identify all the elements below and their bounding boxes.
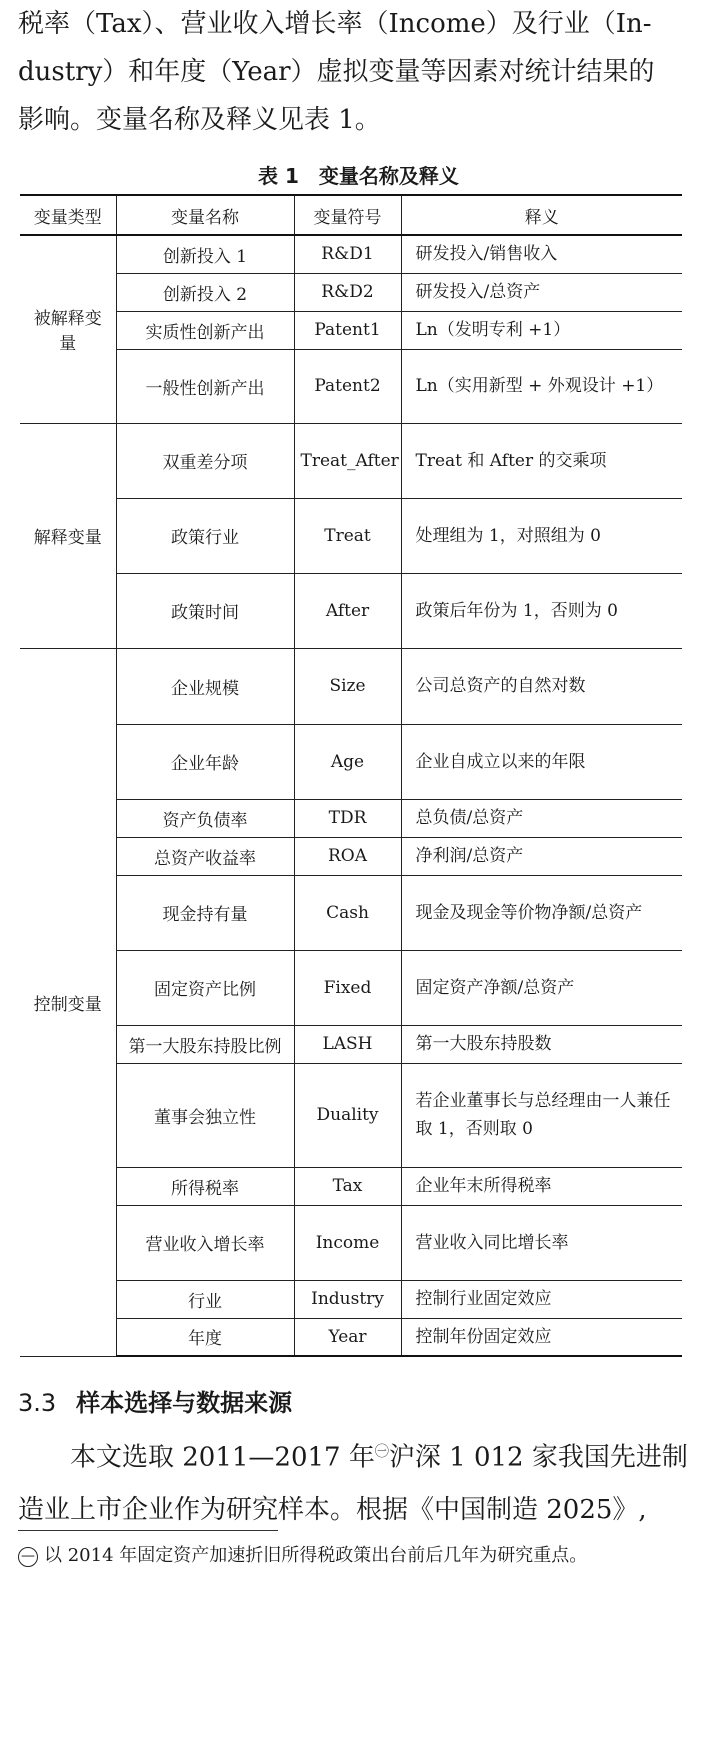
variable-definition-cell: 企业自成立以来的年限 (401, 724, 682, 799)
intro-paragraph (18, 0, 700, 144)
variable-name-cell: 企业规模 (116, 648, 294, 724)
header-cell: 变量符号 (294, 195, 401, 235)
variable-type-cell: 控制变量 (20, 648, 116, 1356)
variable-definition-cell: Ln（发明专利 +1） (401, 311, 682, 349)
section-heading (18, 1383, 292, 1418)
header-cell: 变量名称 (116, 195, 294, 235)
table-row (20, 1167, 682, 1205)
footnote (18, 1542, 708, 1570)
variable-definition-cell: 净利润/总资产 (401, 837, 682, 875)
body-text-fragment: 沪深 1 012 家我国先进制 (388, 1442, 688, 1473)
variable-definition-cell: 公司总资产的自然对数 (401, 648, 682, 724)
variable-name-cell: 创新投入 2 (116, 273, 294, 311)
table-header-row (20, 195, 682, 235)
variable-symbol-cell: Patent2 (294, 349, 401, 423)
header-cell: 变量类型 (20, 195, 116, 235)
table-row (20, 349, 682, 423)
intro-line: dustry）和年度（Year）虚拟变量等因素对统计结果的 (18, 57, 655, 87)
variable-symbol-cell: Industry (294, 1280, 401, 1318)
variable-symbol-cell: Size (294, 648, 401, 724)
variable-symbol-cell: Tax (294, 1167, 401, 1205)
variable-name-cell: 第一大股东持股比例 (116, 1025, 294, 1063)
body-line: 造业上市企业作为研究样本。根据《中国制造 2025》, (18, 1494, 647, 1525)
variable-symbol-cell: Age (294, 724, 401, 799)
variable-name-cell: 资产负债率 (116, 799, 294, 837)
table-row (20, 1280, 682, 1318)
variable-symbol-cell: After (294, 573, 401, 648)
variable-definition-cell: 研发投入/总资产 (401, 273, 682, 311)
variable-type-cell: 解释变量 (20, 423, 116, 648)
variable-name-cell: 所得税率 (116, 1167, 294, 1205)
section-number: 3.3 (18, 1389, 57, 1417)
footnote-circle-mark: — (18, 1547, 38, 1567)
variable-definition-cell: 若企业董事长与总经理由一人兼任取 1，否则取 0 (401, 1063, 682, 1167)
body-text-fragment: 本文选取 2011—2017 年 (70, 1442, 375, 1473)
footnote-marker: ㊀ (374, 1444, 389, 1460)
variable-symbol-cell: Treat (294, 498, 401, 573)
table-row (20, 1025, 682, 1063)
intro-line: 税率（Tax）、营业收入增长率（Income）及行业（In- (18, 9, 652, 39)
variable-symbol-cell: Fixed (294, 950, 401, 1025)
variable-definition-cell: Treat 和 After 的交乘项 (401, 423, 682, 498)
section-title: 样本选择与数据来源 (76, 1389, 293, 1417)
footnote-divider (18, 1530, 278, 1531)
table-row (20, 1318, 682, 1356)
variable-definition-cell: 第一大股东持股数 (401, 1025, 682, 1063)
variable-symbol-cell: R&D2 (294, 273, 401, 311)
variable-symbol-cell: LASH (294, 1025, 401, 1063)
variable-symbol-cell: Duality (294, 1063, 401, 1167)
variable-name-cell: 现金持有量 (116, 875, 294, 950)
footnote-text: 以 2014 年固定资产加速折旧所得税政策出台前后几年为研究重点。 (44, 1545, 588, 1566)
variable-symbol-cell: Treat_After (294, 423, 401, 498)
variable-name-cell: 双重差分项 (116, 423, 294, 498)
variable-symbol-cell: R&D1 (294, 235, 401, 273)
variable-definition-cell: 总负债/总资产 (401, 799, 682, 837)
table-row (20, 648, 682, 724)
variable-name-cell: 政策时间 (116, 573, 294, 648)
body-line (18, 1426, 700, 1484)
variables-table (20, 194, 682, 1357)
variable-definition-cell: 研发投入/销售收入 (401, 235, 682, 273)
variable-name-cell: 年度 (116, 1318, 294, 1356)
variable-definition-cell: 处理组为 1，对照组为 0 (401, 498, 682, 573)
variable-name-cell: 董事会独立性 (116, 1063, 294, 1167)
variable-symbol-cell: Year (294, 1318, 401, 1356)
table-row (20, 311, 682, 349)
variable-type-cell: 被解释变量 (20, 235, 116, 423)
variable-name-cell: 企业年龄 (116, 724, 294, 799)
variable-name-cell: 固定资产比例 (116, 950, 294, 1025)
intro-line: 影响。变量名称及释义见表 1。 (18, 105, 381, 135)
table-row (20, 235, 682, 273)
variable-definition-cell: 企业年末所得税率 (401, 1167, 682, 1205)
table-row (20, 573, 682, 648)
table-row (20, 273, 682, 311)
variable-definition-cell: 现金及现金等价物净额/总资产 (401, 875, 682, 950)
variable-name-cell: 一般性创新产出 (116, 349, 294, 423)
table-caption: 表 1 变量名称及释义 (258, 164, 459, 188)
header-cell: 释义 (401, 195, 682, 235)
variable-name-cell: 营业收入增长率 (116, 1205, 294, 1280)
table-row (20, 498, 682, 573)
variable-symbol-cell: Patent1 (294, 311, 401, 349)
variable-symbol-cell: ROA (294, 837, 401, 875)
table-row (20, 1063, 682, 1167)
variable-name-cell: 总资产收益率 (116, 837, 294, 875)
table-row (20, 724, 682, 799)
variable-definition-cell: Ln（实用新型 + 外观设计 +1） (401, 349, 682, 423)
variable-symbol-cell: TDR (294, 799, 401, 837)
variable-definition-cell: 营业收入同比增长率 (401, 1205, 682, 1280)
variable-symbol-cell: Income (294, 1205, 401, 1280)
table-row (20, 837, 682, 875)
variable-definition-cell: 控制行业固定效应 (401, 1280, 682, 1318)
variable-definition-cell: 固定资产净额/总资产 (401, 950, 682, 1025)
table-row (20, 423, 682, 498)
body-paragraph (18, 1426, 700, 1536)
variable-name-cell: 创新投入 1 (116, 235, 294, 273)
variable-name-cell: 行业 (116, 1280, 294, 1318)
table-row (20, 799, 682, 837)
table-row (20, 1205, 682, 1280)
table-row (20, 875, 682, 950)
variable-definition-cell: 政策后年份为 1，否则为 0 (401, 573, 682, 648)
variable-symbol-cell: Cash (294, 875, 401, 950)
table-row (20, 950, 682, 1025)
variable-name-cell: 实质性创新产出 (116, 311, 294, 349)
variable-definition-cell: 控制年份固定效应 (401, 1318, 682, 1356)
variable-name-cell: 政策行业 (116, 498, 294, 573)
